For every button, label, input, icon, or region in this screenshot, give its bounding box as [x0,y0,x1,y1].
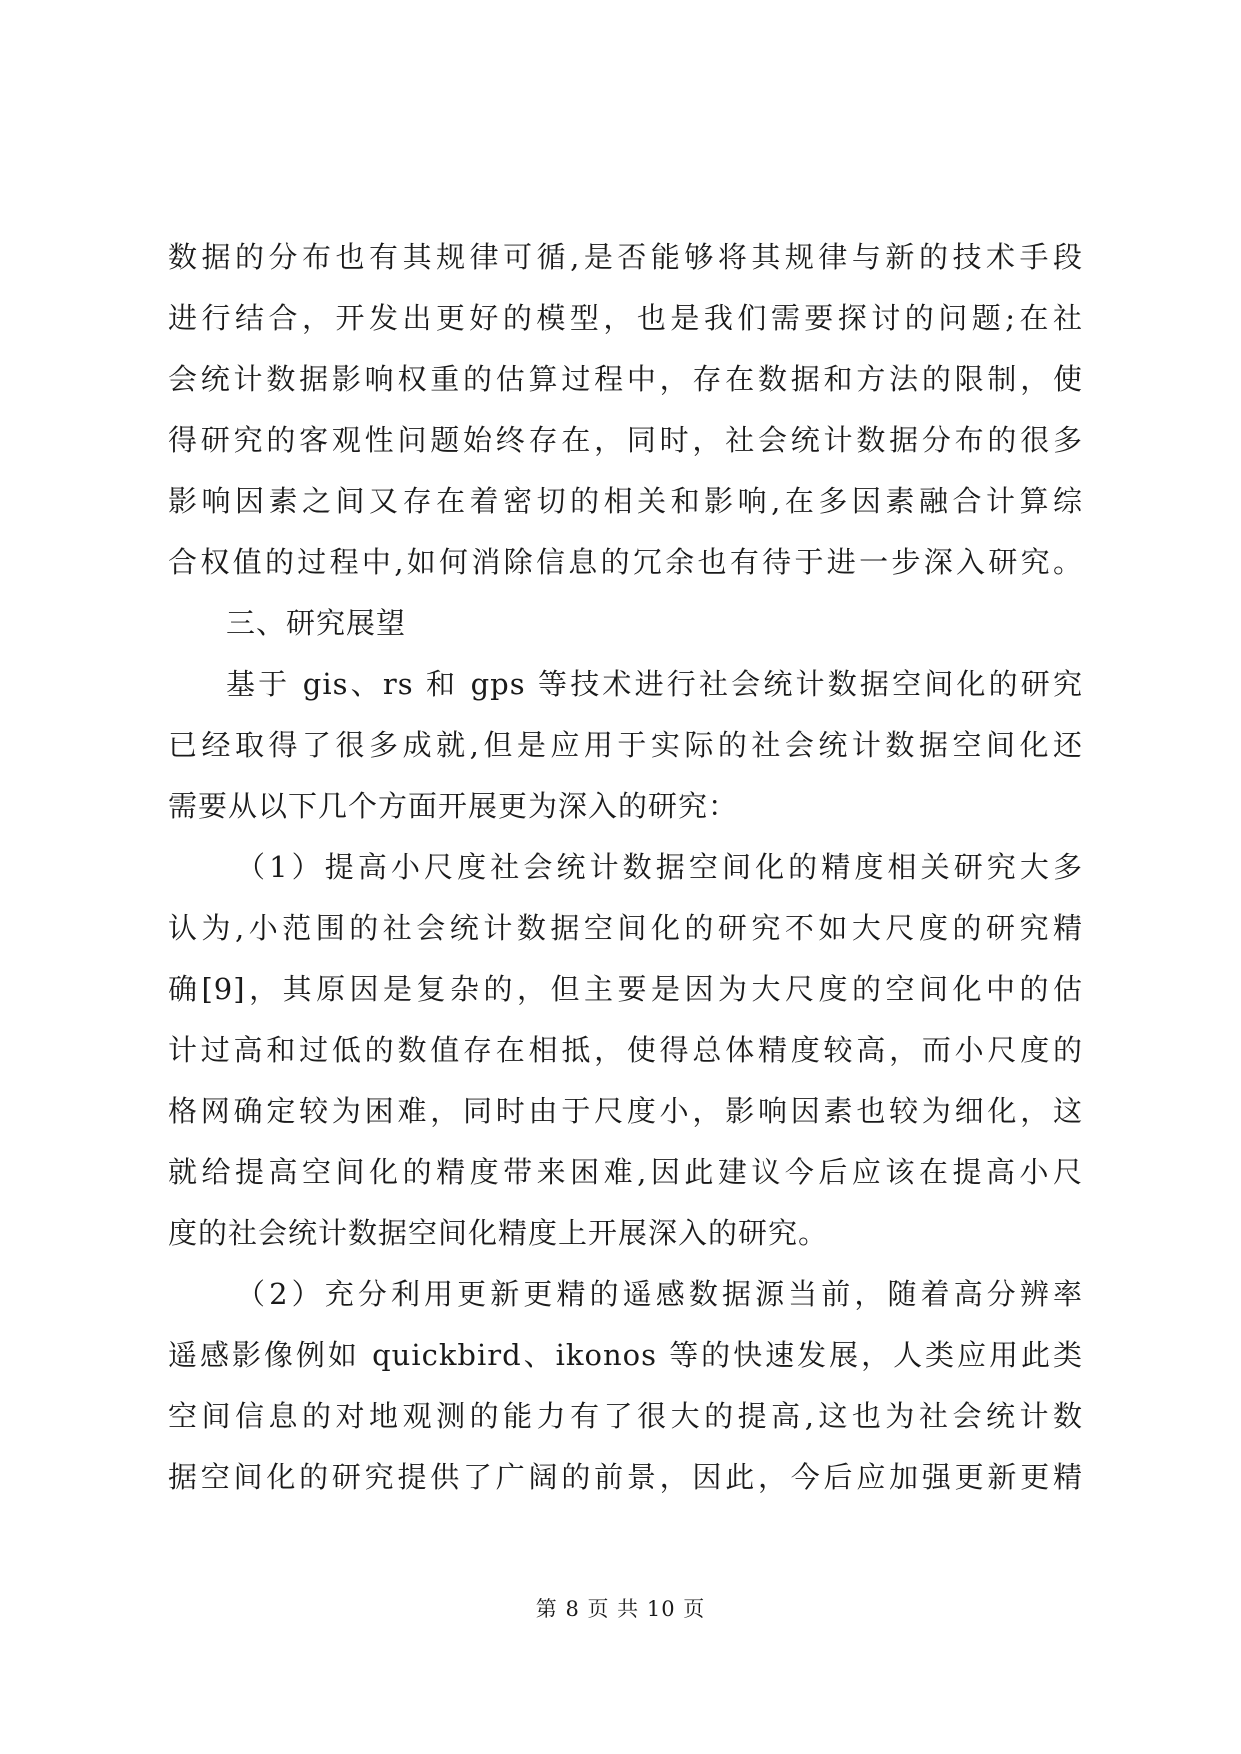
text-line: 计过高和过低的数值存在相抵，使得总体精度较高，而小尺度的 [168,1033,1083,1067]
text-line: 度的社会统计数据空间化精度上开展深入的研究。 [168,1216,829,1250]
text-line: 认为,小范围的社会统计数据空间化的研究不如大尺度的研究精 [168,911,1083,945]
text-line: 格网确定较为困难，同时由于尺度小，影响因素也较为细化，这 [168,1094,1083,1128]
page-number-footer: 第 8 页 共 10 页 [535,1597,706,1621]
text-line: （2）充分利用更新更精的遥感数据源当前，随着高分辨率 [236,1277,1083,1311]
text-line: 就给提高空间化的精度带来困难,因此建议今后应该在提高小尺 [168,1155,1083,1189]
text-line: 得研究的客观性问题始终存在，同时，社会统计数据分布的很多 [168,423,1083,457]
text-line: 会统计数据影响权重的估算过程中，存在数据和方法的限制，使 [168,362,1083,396]
text-line: 需要从以下几个方面开展更为深入的研究： [168,789,739,823]
text-line: 数据的分布也有其规律可循,是否能够将其规律与新的技术手段 [168,240,1083,274]
text-line: 影响因素之间又存在着密切的相关和影响,在多因素融合计算综 [168,484,1083,518]
text-line: 已经取得了很多成就,但是应用于实际的社会统计数据空间化还 [168,728,1083,762]
body-text [168,227,1083,1508]
text-line: 遥感影像例如 quickbird、ikonos 等的快速发展，人类应用此类 [168,1338,1083,1372]
text-line: 合权值的过程中,如何消除信息的冗余也有待于进一步深入研究。 [168,545,1083,579]
text-line: 确[9]，其原因是复杂的，但主要是因为大尺度的空间化中的估 [168,972,1083,1006]
section-heading: 三、研究展望 [226,606,407,640]
text-line: 据空间化的研究提供了广阔的前景，因此，今后应加强更新更精 [168,1460,1083,1494]
text-line: 空间信息的对地观测的能力有了很大的提高,这也为社会统计数 [168,1399,1083,1433]
text-line: 基于 gis、rs 和 gps 等技术进行社会统计数据空间化的研究 [226,667,1083,701]
text-line: （1）提高小尺度社会统计数据空间化的精度相关研究大多 [236,850,1083,884]
text-line: 进行结合，开发出更好的模型，也是我们需要探讨的问题;在社 [168,301,1083,335]
